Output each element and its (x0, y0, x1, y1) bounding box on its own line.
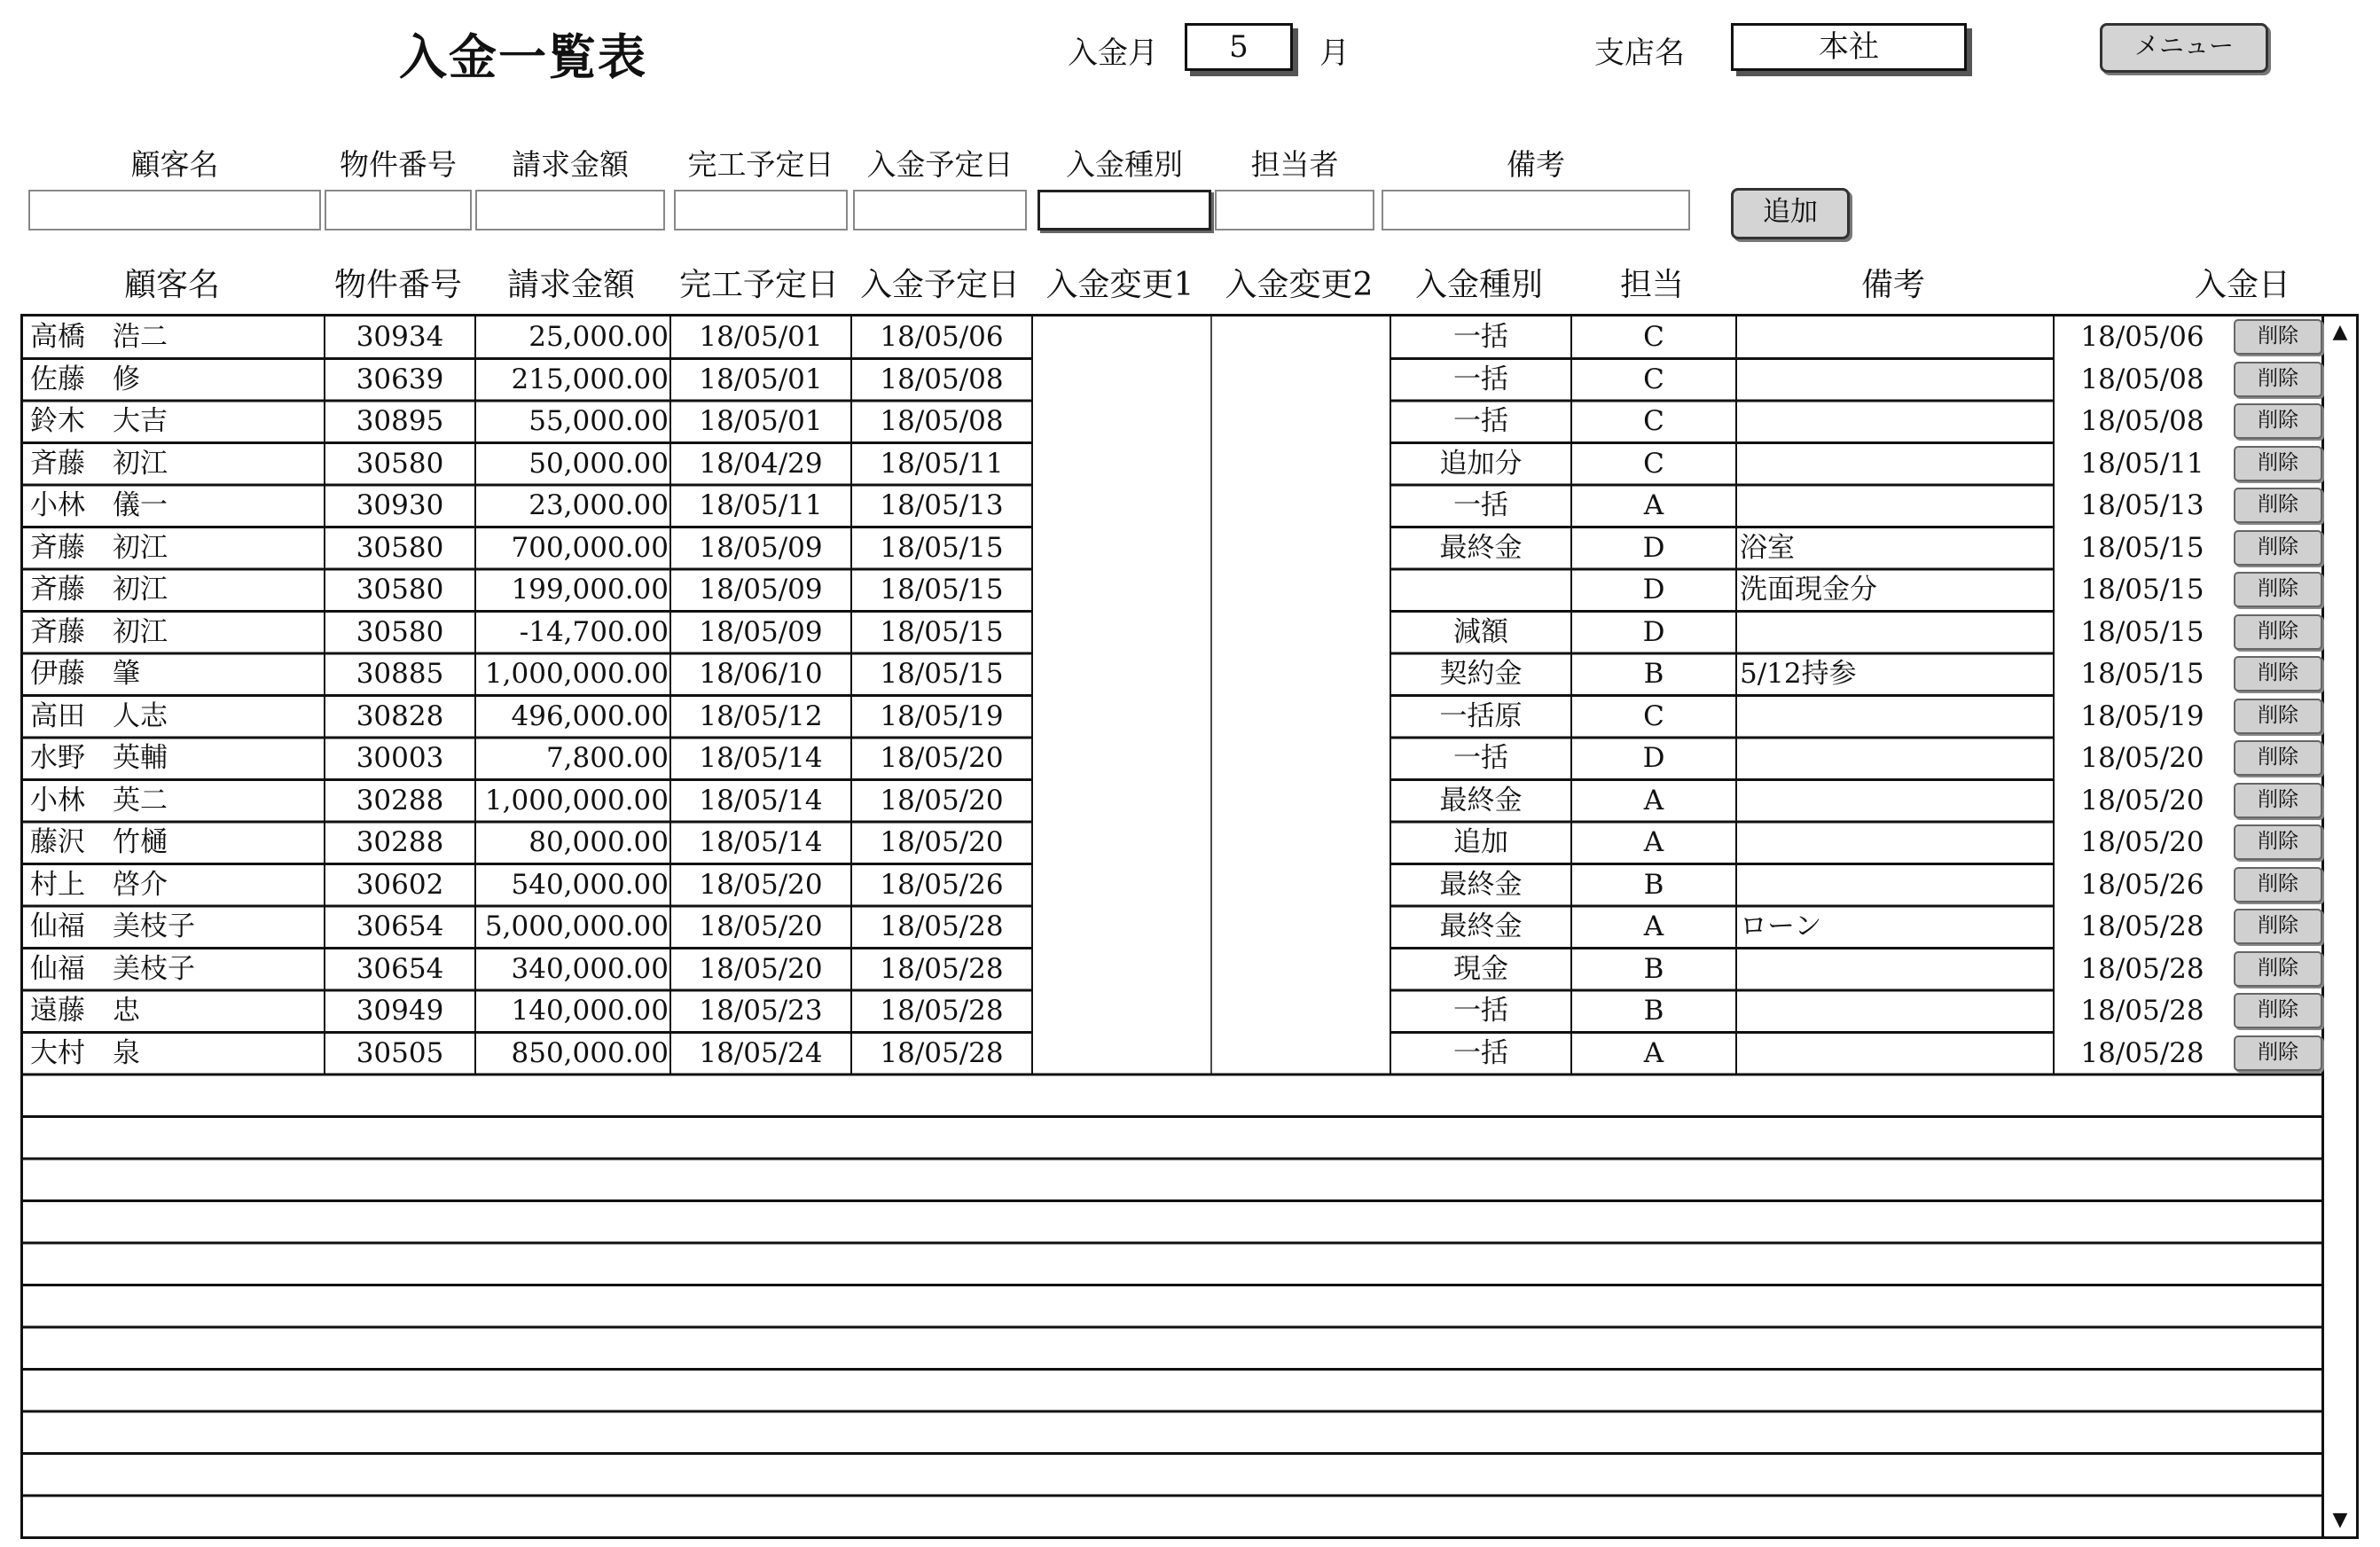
delete-button[interactable]: 削除 (2234, 446, 2322, 481)
cell-name: 藤沢 竹樋 (30, 826, 168, 858)
cell-change2 (1211, 864, 1390, 906)
cell-completion: 18/05/20 (699, 868, 823, 901)
cell-type: 一括 (1453, 489, 1508, 521)
cell-number: 30930 (356, 489, 444, 521)
cell-number: 30895 (356, 405, 444, 437)
delete-button[interactable]: 削除 (2234, 656, 2322, 691)
cell-name: 遠藤 忠 (30, 995, 140, 1027)
branch-field[interactable]: 本社 (1731, 23, 1967, 71)
cell-amount: 215,000.00 (511, 363, 669, 395)
col-header-type: 入金種別 (1414, 267, 1543, 303)
cell-note: 浴室 (1740, 531, 1795, 564)
cell-type: 追加分 (1439, 447, 1523, 480)
note-input[interactable] (1382, 190, 1690, 230)
cell-completion: 18/05/14 (699, 784, 823, 816)
cell-amount: 1,000,000.00 (484, 658, 669, 690)
cell-change1 (1032, 738, 1211, 779)
cell-planned: 18/05/19 (880, 699, 1004, 732)
cell-note (1736, 696, 2054, 738)
cell-amount: 55,000.00 (528, 405, 669, 437)
cell-paid: 18/05/15 (2080, 574, 2204, 606)
cell-note: ローン (1740, 910, 1822, 942)
cell-paid: 18/05/20 (2080, 742, 2204, 774)
cell-paid: 18/05/15 (2080, 615, 2204, 648)
cell-change1 (1032, 780, 1211, 822)
cell-type: 最終金 (1439, 910, 1523, 942)
cell-rep: D (1642, 574, 1665, 606)
billing-amount-input[interactable] (475, 190, 665, 230)
cell-number: 30505 (356, 1036, 444, 1069)
rep-input[interactable] (1215, 190, 1374, 230)
cell-change2 (1211, 359, 1390, 401)
cell-amount: 50,000.00 (528, 447, 669, 480)
property-number-input[interactable] (325, 190, 472, 230)
cell-note (1736, 316, 2054, 358)
cell-change2 (1211, 696, 1390, 738)
cell-paid: 18/05/15 (2080, 531, 2204, 564)
vertical-scrollbar[interactable] (2324, 314, 2359, 1539)
cell-planned: 18/05/28 (880, 952, 1004, 985)
cell-rep: A (1643, 826, 1664, 858)
cell-completion: 18/05/20 (699, 952, 823, 985)
cell-rep: C (1643, 447, 1664, 480)
cell-amount: 25,000.00 (528, 321, 669, 353)
form-label-number: 物件番号 (340, 147, 457, 182)
cell-type: 最終金 (1439, 531, 1523, 564)
cell-type (1390, 569, 1571, 611)
cell-number: 30580 (356, 615, 444, 648)
cell-change1 (1032, 569, 1211, 611)
cell-rep: B (1643, 868, 1664, 901)
col-header-rep: 担当 (1619, 267, 1684, 303)
cell-planned: 18/05/08 (880, 405, 1004, 437)
col-header-customer: 顧客名 (123, 267, 220, 303)
cell-planned: 18/05/15 (880, 531, 1004, 564)
cell-change2 (1211, 1033, 1390, 1074)
delete-button[interactable]: 削除 (2234, 783, 2322, 818)
cell-note (1736, 822, 2054, 863)
cell-note (1736, 359, 2054, 401)
delete-button[interactable]: 削除 (2234, 740, 2322, 776)
delete-button[interactable]: 削除 (2234, 614, 2322, 650)
cell-type: 一括 (1453, 405, 1508, 437)
cell-change1 (1032, 612, 1211, 653)
cell-planned: 18/05/20 (880, 826, 1004, 858)
cell-note (1736, 612, 2054, 653)
cell-type: 現金 (1453, 952, 1508, 985)
cell-name: 斉藤 初江 (30, 447, 168, 480)
cell-note (1736, 738, 2054, 779)
cell-change1 (1032, 864, 1211, 906)
form-label-type: 入金種別 (1066, 147, 1183, 182)
cell-planned: 18/05/13 (880, 489, 1004, 521)
cell-paid: 18/05/08 (2080, 405, 2204, 437)
cell-completion: 18/04/29 (699, 447, 823, 480)
cell-note (1736, 485, 2054, 527)
cell-paid: 18/05/28 (2080, 952, 2204, 985)
cell-completion: 18/05/09 (699, 531, 823, 564)
cell-completion: 18/05/11 (699, 489, 823, 521)
cell-amount: 496,000.00 (511, 699, 669, 732)
cell-rep: B (1643, 952, 1664, 985)
cell-name: 高田 人志 (30, 699, 168, 732)
menu-button[interactable]: メニュー (2100, 23, 2268, 73)
cell-planned: 18/05/20 (880, 784, 1004, 816)
cell-change1 (1032, 316, 1211, 358)
cell-name: 仙福 美枝子 (30, 952, 195, 985)
cell-completion: 18/06/10 (699, 658, 823, 690)
cell-completion: 18/05/01 (699, 363, 823, 395)
cell-note (1736, 864, 2054, 906)
cell-rep: D (1642, 531, 1665, 564)
cell-number: 30654 (356, 910, 444, 942)
completion-date-input[interactable] (674, 190, 848, 230)
cell-change2 (1211, 569, 1390, 611)
delete-button[interactable]: 削除 (2234, 362, 2322, 397)
cell-number: 30654 (356, 952, 444, 985)
payment-table (20, 314, 2324, 1539)
cell-planned: 18/05/15 (880, 574, 1004, 606)
cell-paid: 18/05/26 (2080, 868, 2204, 901)
cell-note (1736, 401, 2054, 442)
col-header-note: 備考 (1860, 267, 1925, 303)
month-suffix: 月 (1319, 35, 1350, 71)
cell-name: 斉藤 初江 (30, 531, 168, 564)
cell-number: 30580 (356, 447, 444, 480)
page-title: 入金一覧表 (399, 29, 647, 85)
cell-amount: 23,000.00 (528, 489, 669, 521)
triangle-down-icon[interactable]: ▼ (2332, 1509, 2348, 1531)
cell-type: 一括 (1453, 363, 1508, 395)
cell-amount: 700,000.00 (511, 531, 669, 564)
cell-name: 鈴木 大吉 (30, 405, 168, 437)
cell-paid: 18/05/28 (2080, 1036, 2204, 1069)
delete-button[interactable]: 削除 (2234, 824, 2322, 860)
cell-name: 小林 儀一 (30, 489, 168, 521)
cell-change1 (1032, 359, 1211, 401)
delete-button[interactable]: 削除 (2234, 572, 2322, 607)
cell-completion: 18/05/14 (699, 826, 823, 858)
delete-button[interactable]: 削除 (2234, 951, 2322, 987)
cell-type: 減額 (1453, 615, 1508, 648)
cell-note (1736, 990, 2054, 1032)
cell-name: 高橋 浩二 (30, 321, 168, 353)
delete-button[interactable]: 削除 (2234, 319, 2322, 355)
cell-paid: 18/05/08 (2080, 363, 2204, 395)
cell-change2 (1211, 485, 1390, 527)
delete-button[interactable]: 削除 (2234, 1035, 2322, 1071)
cell-planned: 18/05/15 (880, 615, 1004, 648)
delete-button[interactable]: 削除 (2234, 530, 2322, 566)
cell-planned: 18/05/28 (880, 995, 1004, 1027)
cell-type: 契約金 (1439, 658, 1523, 690)
cell-paid: 18/05/19 (2080, 699, 2204, 732)
form-label-planned: 入金予定日 (866, 147, 1014, 182)
add-button[interactable]: 追加 (1731, 188, 1850, 239)
cell-amount: 340,000.00 (511, 952, 669, 985)
cell-planned: 18/05/08 (880, 363, 1004, 395)
delete-button[interactable]: 削除 (2234, 993, 2322, 1028)
col-header-change2: 入金変更2 (1225, 267, 1374, 303)
cell-rep: A (1643, 489, 1664, 521)
cell-completion: 18/05/24 (699, 1036, 823, 1069)
cell-type: 追加 (1453, 826, 1508, 858)
cell-completion: 18/05/14 (699, 742, 823, 774)
col-header-number: 物件番号 (333, 267, 462, 303)
form-label-completion: 完工予定日 (687, 147, 834, 182)
cell-completion: 18/05/09 (699, 615, 823, 648)
delete-button[interactable]: 削除 (2234, 488, 2322, 523)
cell-change2 (1211, 527, 1390, 569)
cell-note (1736, 1033, 2054, 1074)
planned-date-input[interactable] (853, 190, 1027, 230)
cell-rep: D (1642, 742, 1665, 774)
cell-change2 (1211, 401, 1390, 442)
cell-change2 (1211, 990, 1390, 1032)
cell-change1 (1032, 653, 1211, 695)
cell-change2 (1211, 316, 1390, 358)
cell-name: 斉藤 初江 (30, 615, 168, 648)
cell-planned: 18/05/15 (880, 658, 1004, 690)
form-label-note: 備考 (1507, 147, 1565, 182)
col-header-paid: 入金日 (2194, 267, 2290, 303)
cell-rep: A (1643, 784, 1664, 816)
cell-name: 大村 泉 (30, 1036, 140, 1069)
cell-type: 最終金 (1439, 868, 1523, 901)
cell-name: 斉藤 初江 (30, 574, 168, 606)
cell-note (1736, 443, 2054, 485)
month-field[interactable]: 5 (1185, 23, 1293, 71)
cell-rep: C (1643, 699, 1664, 732)
delete-button[interactable]: 削除 (2234, 909, 2322, 944)
cell-rep: D (1642, 615, 1665, 648)
cell-note (1736, 949, 2054, 990)
cell-paid: 18/05/13 (2080, 489, 2204, 521)
cell-paid: 18/05/28 (2080, 995, 2204, 1027)
cell-rep: B (1643, 658, 1664, 690)
cell-change2 (1211, 906, 1390, 948)
cell-planned: 18/05/28 (880, 1036, 1004, 1069)
col-header-amount: 請求金額 (506, 267, 635, 303)
cell-change2 (1211, 653, 1390, 695)
cell-type: 一括 (1453, 995, 1508, 1027)
month-label: 入金月 (1068, 35, 1158, 71)
cell-completion: 18/05/09 (699, 574, 823, 606)
cell-amount: 5,000,000.00 (484, 910, 669, 942)
cell-name: 小林 英二 (30, 784, 168, 816)
cell-number: 30003 (356, 742, 444, 774)
cell-type: 最終金 (1439, 784, 1523, 816)
form-label-rep: 担当者 (1250, 147, 1339, 182)
cell-amount: 7,800.00 (545, 742, 669, 774)
cell-planned: 18/05/20 (880, 742, 1004, 774)
cell-change1 (1032, 822, 1211, 863)
cell-type: 一括 (1453, 321, 1508, 353)
cell-completion: 18/05/01 (699, 405, 823, 437)
cell-amount: 140,000.00 (511, 995, 669, 1027)
customer-name-input[interactable] (28, 190, 321, 230)
triangle-up-icon[interactable]: ▲ (2332, 321, 2348, 343)
cell-change2 (1211, 822, 1390, 863)
cell-completion: 18/05/23 (699, 995, 823, 1027)
delete-button[interactable]: 削除 (2234, 403, 2322, 439)
cell-name: 伊藤 肇 (30, 658, 140, 690)
cell-rep: B (1643, 995, 1664, 1027)
form-label-customer: 顧客名 (130, 147, 219, 182)
cell-note: 5/12持参 (1740, 658, 1857, 690)
cell-change1 (1032, 990, 1211, 1032)
cell-name: 村上 啓介 (30, 868, 168, 901)
cell-amount: -14,700.00 (519, 615, 669, 648)
cell-change1 (1032, 401, 1211, 442)
col-header-change1: 入金変更1 (1045, 267, 1194, 303)
cell-planned: 18/05/26 (880, 868, 1004, 901)
cell-amount: 540,000.00 (511, 868, 669, 901)
cell-change1 (1032, 527, 1211, 569)
cell-number: 30828 (356, 699, 444, 732)
cell-planned: 18/05/28 (880, 910, 1004, 942)
cell-change2 (1211, 949, 1390, 990)
cell-name: 仙福 美枝子 (30, 910, 195, 942)
cell-paid: 18/05/28 (2080, 910, 2204, 942)
form-label-amount: 請求金額 (512, 147, 629, 182)
cell-number: 30580 (356, 531, 444, 564)
cell-change2 (1211, 443, 1390, 485)
cell-amount: 80,000.00 (528, 826, 669, 858)
cell-rep: A (1643, 1036, 1664, 1069)
cell-change2 (1211, 612, 1390, 653)
cell-change2 (1211, 738, 1390, 779)
cell-change1 (1032, 696, 1211, 738)
cell-note (1736, 780, 2054, 822)
cell-amount: 199,000.00 (511, 574, 669, 606)
cell-paid: 18/05/20 (2080, 826, 2204, 858)
cell-number: 30580 (356, 574, 444, 606)
cell-change1 (1032, 443, 1211, 485)
cell-paid: 18/05/06 (2080, 321, 2204, 353)
cell-completion: 18/05/12 (699, 699, 823, 732)
branch-label: 支店名 (1594, 35, 1685, 71)
cell-rep: A (1643, 910, 1664, 942)
cell-planned: 18/05/06 (880, 321, 1004, 353)
delete-button[interactable]: 削除 (2234, 699, 2322, 734)
cell-name: 佐藤 修 (30, 363, 140, 395)
cell-paid: 18/05/11 (2080, 447, 2204, 480)
cell-completion: 18/05/20 (699, 910, 823, 942)
cell-number: 30934 (356, 321, 444, 353)
cell-change1 (1032, 949, 1211, 990)
cell-change1 (1032, 1033, 1211, 1074)
cell-number: 30885 (356, 658, 444, 690)
cell-number: 30288 (356, 784, 444, 816)
cell-paid: 18/05/15 (2080, 658, 2204, 690)
payment-type-input[interactable] (1037, 190, 1211, 230)
cell-rep: C (1643, 363, 1664, 395)
col-header-completion: 完工予定日 (678, 267, 839, 303)
cell-completion: 18/05/01 (699, 321, 823, 353)
cell-paid: 18/05/20 (2080, 784, 2204, 816)
cell-amount: 1,000,000.00 (484, 784, 669, 816)
cell-change1 (1032, 906, 1211, 948)
cell-amount: 850,000.00 (511, 1036, 669, 1069)
cell-type: 一括 (1453, 742, 1508, 774)
cell-type: 一括原 (1439, 699, 1523, 732)
cell-note: 洗面現金分 (1740, 574, 1877, 606)
cell-change1 (1032, 485, 1211, 527)
cell-rep: C (1643, 405, 1664, 437)
cell-planned: 18/05/11 (880, 447, 1004, 480)
cell-number: 30949 (356, 995, 444, 1027)
cell-change2 (1211, 780, 1390, 822)
col-header-planned: 入金予定日 (859, 267, 1020, 303)
delete-button[interactable]: 削除 (2234, 867, 2322, 902)
cell-rep: C (1643, 321, 1664, 353)
cell-name: 水野 英輔 (30, 742, 168, 774)
cell-type: 一括 (1453, 1036, 1508, 1069)
cell-number: 30639 (356, 363, 444, 395)
cell-number: 30602 (356, 868, 444, 901)
cell-number: 30288 (356, 826, 444, 858)
